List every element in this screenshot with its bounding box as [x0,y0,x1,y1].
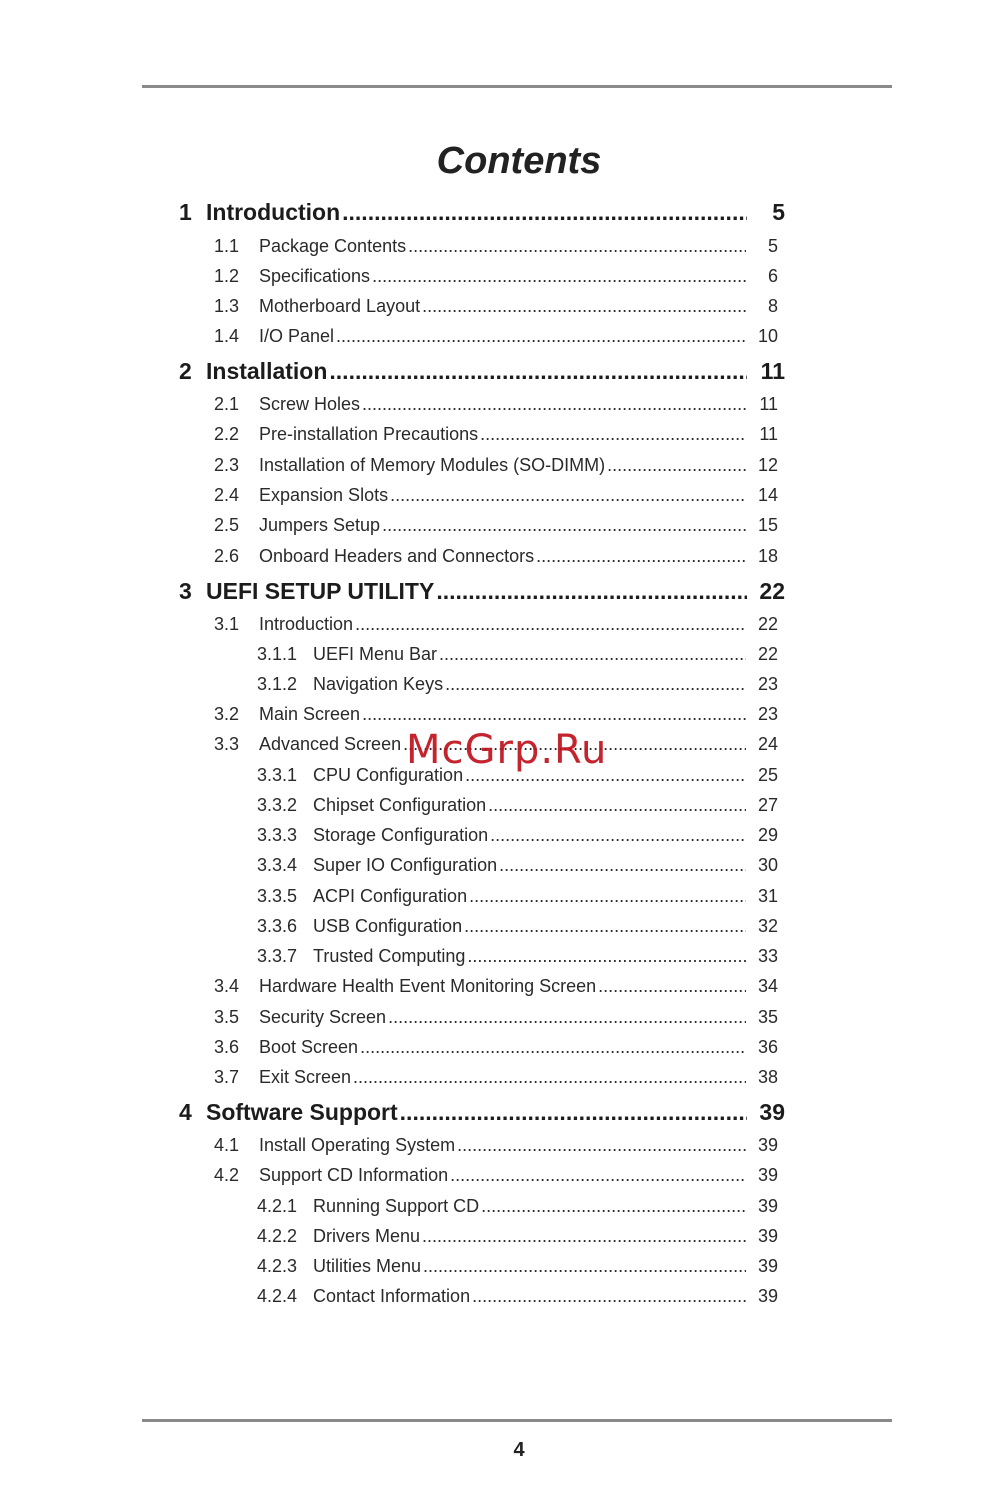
toc-chapter[interactable] [179,578,785,605]
toc-entry[interactable] [214,1165,778,1186]
toc-entry-page: 27 [757,795,778,815]
toc-entry-number: 3.5 [214,1007,240,1027]
dot-leader [388,1007,746,1028]
toc-entry-title: Installation [206,358,328,384]
toc-entry-page: 39 [757,1196,778,1216]
toc-entry-number: 3.3.3 [257,825,298,845]
toc-entry[interactable] [214,976,778,997]
toc-entry-number: 2 [179,358,192,384]
dot-leader [408,236,746,257]
toc-entry-title: Navigation Keys [313,674,444,694]
toc-entry-title: UEFI Menu Bar [313,644,438,664]
toc-chapter[interactable] [179,358,785,385]
toc-entry[interactable] [214,455,778,476]
toc-entry[interactable] [214,1135,778,1156]
toc-entry[interactable] [214,266,778,287]
toc-entry-title: Jumpers Setup [259,515,381,535]
toc-entry-number: 4.2.4 [257,1286,298,1306]
dot-leader [390,485,746,506]
toc-entry-page: 15 [757,515,778,535]
toc-entry-number: 3 [179,578,192,604]
toc-entry-page: 14 [757,485,778,505]
toc-entry-number: 2.5 [214,515,240,535]
dot-leader [469,886,746,907]
toc-entry[interactable] [257,795,778,816]
dot-leader [490,825,746,846]
dot-leader [353,1067,746,1088]
toc-entry-title: Storage Configuration [313,825,489,845]
toc-entry-number: 3.1.2 [257,674,298,694]
toc-entry-number: 4.2.1 [257,1196,298,1216]
toc-entry-number: 4.2.2 [257,1226,298,1246]
toc-entry-title: ACPI Configuration [313,886,468,906]
dot-leader [536,546,746,567]
page-number: 4 [513,1439,525,1461]
dot-leader [360,1037,746,1058]
toc-entry-title: UEFI SETUP UTILITY [206,578,435,604]
toc-entry-number: 1.1 [214,236,240,256]
dot-leader [472,1286,746,1307]
toc-entry-page: 22 [757,644,778,664]
toc-entry-title: Installation of Memory Modules (SO-DIMM) [259,455,606,475]
toc-entry-page: 6 [767,266,778,286]
toc-entry-title: Hardware Health Event Monitoring Screen [259,976,597,996]
toc-entry-page: 12 [757,455,778,475]
toc-entry-number: 3.1.1 [257,644,298,664]
toc-entry-number: 1.4 [214,326,240,346]
toc-entry[interactable] [257,644,778,665]
toc-entry-page: 34 [757,976,778,996]
dot-leader [445,674,746,695]
dot-leader [336,326,746,347]
dot-leader [467,946,746,967]
dot-leader [382,515,746,536]
toc-entry-number: 3.3.4 [257,855,298,875]
toc-entry-number: 3.7 [214,1067,240,1087]
dot-leader [457,1135,746,1156]
toc-entry-number: 3.3.7 [257,946,298,966]
toc-entry[interactable] [257,1226,778,1247]
toc-entry-page: 18 [757,546,778,566]
toc-entry[interactable] [257,855,778,876]
toc-entry-page: 11 [759,394,778,414]
dot-leader [598,976,746,997]
toc-entry-number: 2.3 [214,455,240,475]
toc-entry-number: 2.4 [214,485,240,505]
toc-entry-page: 5 [772,199,785,225]
toc-entry-number: 3.3.5 [257,886,298,906]
dot-leader [481,1196,746,1217]
toc-entry[interactable] [214,614,778,635]
dot-leader [355,614,746,635]
dot-leader [464,916,746,937]
toc-entry-title: Chipset Configuration [313,795,487,815]
toc-entry-page: 31 [757,886,778,906]
toc-entry[interactable] [257,886,778,907]
dot-leader [362,394,746,415]
toc-entry-title: Software Support [206,1099,398,1125]
dot-leader [342,199,747,226]
toc-entry-title: Screw Holes [259,394,361,414]
toc-entry-number: 2.6 [214,546,240,566]
toc-entry-title: Pre-installation Precautions [259,424,479,444]
toc-entry[interactable] [257,1196,778,1217]
toc-entry[interactable] [257,916,778,937]
toc-entry-page: 39 [757,1256,778,1276]
toc-entry[interactable] [214,1007,778,1028]
toc-entry-title: Motherboard Layout [259,296,421,316]
toc-entry-title: Main Screen [259,704,361,724]
toc-entry-title: Specifications [259,266,371,286]
toc-entry[interactable] [257,946,778,967]
toc-entry-page: 36 [757,1037,778,1057]
toc-entry-title: Onboard Headers and Connectors [259,546,535,566]
dot-leader [422,296,746,317]
toc-entry-title: Support CD Information [259,1165,449,1185]
dot-leader [439,644,746,665]
toc-entry[interactable] [214,1037,778,1058]
toc-entry[interactable] [214,704,778,725]
dot-leader [329,358,747,385]
toc-entry[interactable] [214,1067,778,1088]
toc-entry-number: 3.3.1 [257,765,298,785]
toc-entry-title: Super IO Configuration [313,855,498,875]
toc-entry-title: Trusted Computing [313,946,466,966]
toc-entry[interactable] [214,326,778,347]
bottom-rule [142,1419,892,1422]
toc-entry-title: Expansion Slots [259,485,389,505]
toc-entry-page: 8 [767,296,778,316]
toc-entry-number: 1 [179,199,192,225]
toc-entry[interactable] [214,296,778,317]
toc-entry-title: Boot Screen [259,1037,359,1057]
toc-entry-page: 23 [757,674,778,694]
toc-entry[interactable] [257,1286,778,1307]
toc-entry-title: Introduction [206,199,341,225]
toc-entry-page: 30 [757,855,778,875]
dot-leader [499,855,746,876]
toc-entry-number: 1.2 [214,266,240,286]
dot-leader [423,1256,746,1277]
toc-entry-number: 3.4 [214,976,240,996]
toc-entry-page: 24 [757,734,778,754]
toc-entry-title: Security Screen [259,1007,387,1027]
toc-entry[interactable] [214,485,778,506]
toc-entry-number: 4.1 [214,1135,240,1155]
toc-entry-page: 11 [760,358,785,384]
toc-entry-page: 32 [757,916,778,936]
toc-entry[interactable] [214,424,778,445]
toc-entry-title: Exit Screen [259,1067,352,1087]
toc-entry-number: 2.1 [214,394,240,414]
toc-entry-number: 3.2 [214,704,240,724]
toc-entry-title: USB Configuration [313,916,463,936]
toc-entry-page: 38 [757,1067,778,1087]
toc-entry[interactable] [257,1256,778,1277]
toc-entry-page: 22 [757,614,778,634]
toc-entry-title: Install Operating System [259,1135,456,1155]
toc-entry-page: 5 [767,236,778,256]
toc-entry-page: 29 [757,825,778,845]
dot-leader [436,578,747,605]
dot-leader [488,795,746,816]
toc-entry-title: Package Contents [259,236,407,256]
toc-entry[interactable] [214,546,778,567]
toc-entry-number: 3.3.6 [257,916,298,936]
dot-leader [450,1165,746,1186]
toc-entry-page: 25 [757,765,778,785]
toc-entry-title: Introduction [259,614,354,634]
toc-entry-title: Drivers Menu [313,1226,421,1246]
toc-entry-title: Running Support CD [313,1196,480,1216]
toc-entry-page: 23 [757,704,778,724]
toc-entry[interactable] [214,236,778,257]
dot-leader [362,704,746,725]
toc-entry[interactable] [257,825,778,846]
toc-entry-page: 39 [757,1135,778,1155]
toc-entry-number: 4.2.3 [257,1256,298,1276]
dot-leader [607,455,746,476]
toc-entry-title: Contact Information [313,1286,471,1306]
toc-entry[interactable] [214,394,778,415]
toc-entry-number: 3.3 [214,734,240,754]
watermark-text: McGrp.Ru [406,727,608,773]
toc-entry-number: 3.1 [214,614,240,634]
page-title: Contents [436,140,602,182]
dot-leader [422,1226,746,1247]
toc-entry-page: 39 [757,1286,778,1306]
toc-entry-title: CPU Configuration [313,765,464,785]
toc-entry-title: Utilities Menu [313,1256,422,1276]
toc-chapter[interactable] [179,199,785,226]
toc-entry[interactable] [257,674,778,695]
toc-entry-number: 1.3 [214,296,240,316]
toc-entry-number: 3.3.2 [257,795,298,815]
toc-entry-page: 39 [759,1099,785,1125]
toc-chapter[interactable] [179,1099,785,1126]
toc-entry-page: 22 [759,578,785,604]
dot-leader [372,266,746,287]
dot-leader [400,1099,747,1126]
toc-entry-page: 39 [757,1165,778,1185]
toc-entry-page: 11 [759,424,778,444]
toc-entry-page: 10 [757,326,778,346]
toc-entry-number: 2.2 [214,424,240,444]
toc-entry-title: Advanced Screen [259,734,402,754]
toc-entry-number: 4 [179,1099,192,1125]
toc-entry-title: I/O Panel [259,326,335,346]
toc-entry-page: 33 [757,946,778,966]
toc-entry-number: 4.2 [214,1165,240,1185]
toc-entry-page: 35 [757,1007,778,1027]
toc-entry-page: 39 [757,1226,778,1246]
toc-entry-number: 3.6 [214,1037,240,1057]
dot-leader [480,424,746,445]
toc-entry[interactable] [214,515,778,536]
